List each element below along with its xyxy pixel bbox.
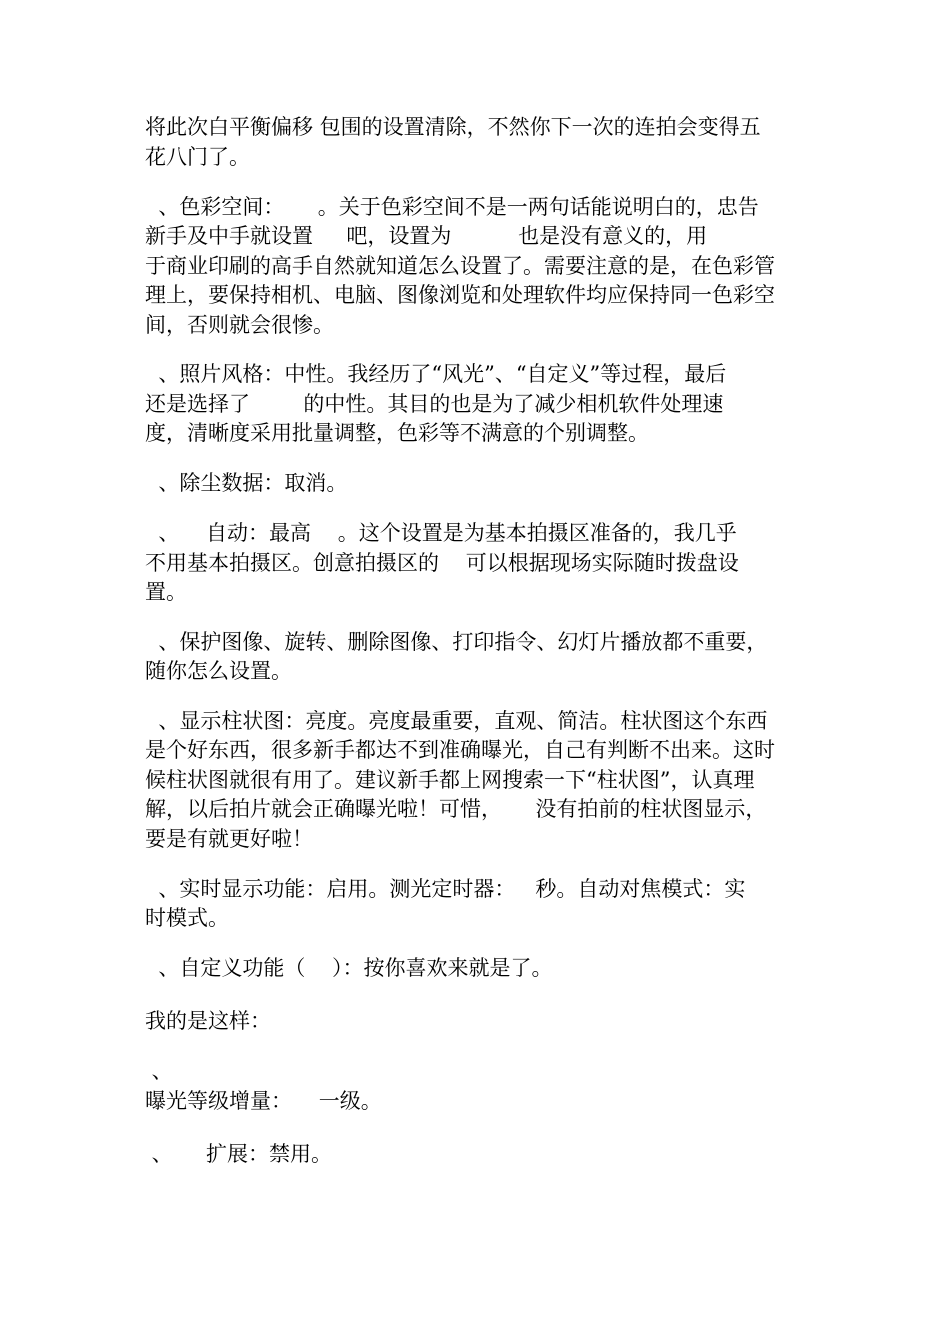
- text-line: 不用基本拍摄区。创意拍摄区的 可以根据现场实际随时拨盘设: [145, 551, 739, 575]
- text-line: 要是有就更好啦！: [145, 827, 313, 851]
- text-line: 我的是这样：: [145, 1009, 271, 1033]
- text-line: 还是选择了 的中性。其目的也是为了减少相机软件处理速: [145, 392, 724, 416]
- text-line: 曝光等级增量： 一级。: [145, 1089, 382, 1113]
- text-line: 、显示柱状图：亮度。亮度最重要，直观、简洁。柱状图这个东西: [145, 709, 768, 733]
- text-line: 、照片风格：中性。我经历了“风光”、“自定义”等过程，最后: [145, 362, 727, 386]
- text-line: 将此次白平衡偏移 包围的设置清除，不然你下一次的连拍会变得五: [145, 115, 761, 139]
- text-line: 花八门了。: [145, 145, 250, 169]
- text-line: 、 自动：最高 。这个设置是为基本拍摄区准备的，我几乎: [145, 521, 737, 545]
- text-line: 随你怎么设置。: [145, 659, 292, 683]
- text-line: 于商业印刷的高手自然就知道怎么设置了。需要注意的是，在色彩管: [145, 254, 775, 278]
- text-line: 置。: [145, 580, 187, 604]
- text-line: 时模式。: [145, 906, 229, 930]
- text-line: 新手及中手就设置 吧，设置为 也是没有意义的，用: [145, 224, 708, 248]
- text-line: 、除尘数据：取消。: [145, 471, 348, 495]
- text-line: 度，清晰度采用批量调整，色彩等不满意的个别调整。: [145, 421, 649, 445]
- text-line: 、自定义功能（ ）：按你喜欢来就是了。: [145, 956, 553, 980]
- text-line: 间，否则就会很惨。: [145, 313, 334, 337]
- text-line: 、实时显示功能：启用。测光定时器： 秒。自动对焦模式：实: [145, 877, 746, 901]
- text-line: 、 扩展：禁用。: [145, 1142, 333, 1166]
- text-line: 、保护图像、旋转、删除图像、打印指令、幻灯片播放都不重要，: [145, 630, 768, 654]
- text-line: 、色彩空间： 。关于色彩空间不是一两句话能说明白的，忠告: [145, 195, 759, 219]
- text-line: 是个好东西，很多新手都达不到准确曝光，自己有判断不出来。这时: [145, 738, 775, 762]
- text-line: 解，以后拍片就会正确曝光啦！可惜， 没有拍前的柱状图显示，: [145, 797, 767, 821]
- text-line: 候柱状图就很有用了。建议新手都上网搜索一下“柱状图”，认真理: [145, 768, 755, 792]
- text-line: 理上，要保持相机、电脑、图像浏览和处理软件均应保持同一色彩空: [145, 283, 775, 307]
- text-line: 、: [145, 1059, 173, 1083]
